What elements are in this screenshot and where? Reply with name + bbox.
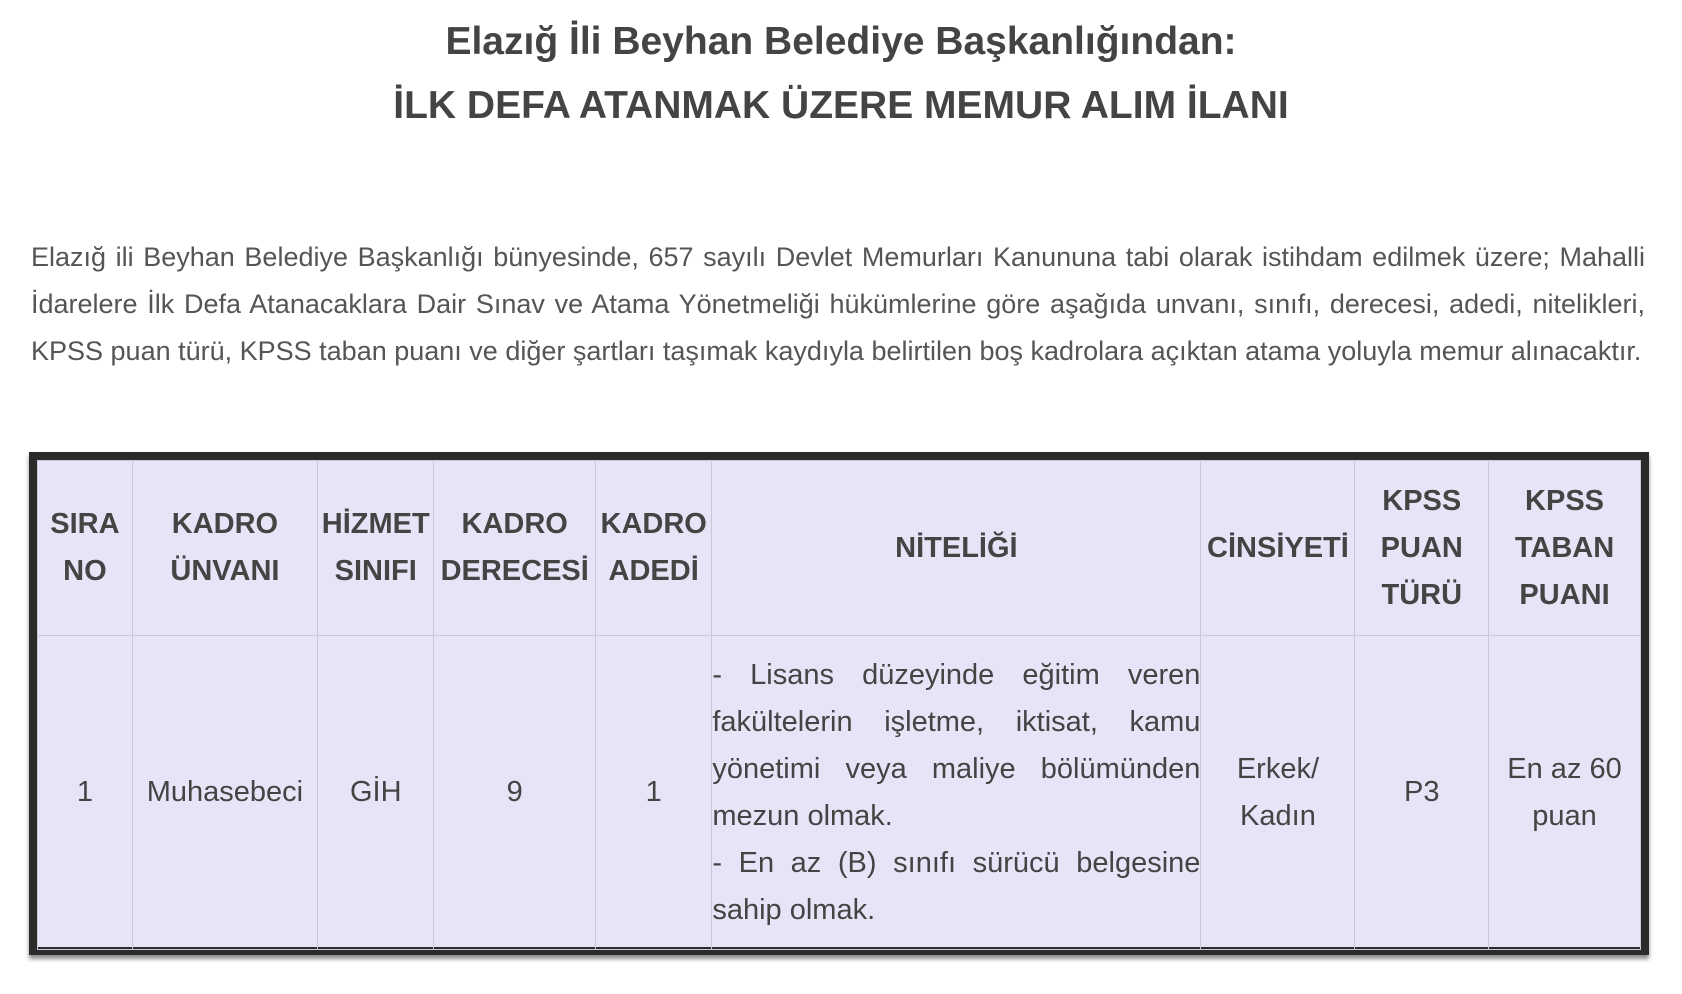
intro-paragraph: Elazığ ili Beyhan Belediye Başkanlığı bünyesinde, 657 sayılı Devlet Memurları Kanununa tabi olarak istihdam edilmek üzere; Mahalli İdarelere İlk Defa Atanacaklara Dair Sınav ve Atama Yönetmeliği hükümlerine göre aşağıda unvanı, sınıfı, derecesi, adedi, nitelikleri, KPSS puan türü, KPSS taban puanı ve diğer şartları taşımak kaydıyla belirtilen boş kadrolara açıktan atama yoluyla memur alınacaktır. xyxy=(31,242,1645,366)
cell-niteligi xyxy=(712,636,1201,950)
positions-table xyxy=(37,460,1641,950)
header-cinsiyeti: CİNSİYETİ xyxy=(1201,461,1355,636)
table-header-row xyxy=(38,461,1641,636)
cell-kpss-taban-puani: En az 60 puan xyxy=(1489,636,1641,950)
header-sira-no: SIRA NO xyxy=(38,461,133,636)
cell-kpss-puan-turu: P3 xyxy=(1355,636,1489,950)
header-kpss-taban-puani: KPSS TABAN PUANI xyxy=(1489,461,1641,636)
positions-table-container xyxy=(29,452,1649,955)
cell-cinsiyeti: Erkek/ Kadın xyxy=(1201,636,1355,950)
header-niteligi: NİTELİĞİ xyxy=(712,461,1201,636)
header-kadro-derecesi: KADRO DERECESİ xyxy=(434,461,596,636)
cell-hizmet-sinifi: GİH xyxy=(318,636,434,950)
header-kadro-adedi: KADRO ADEDİ xyxy=(596,461,712,636)
niteligi-item-education: - Lisans düzeyinde eğitim veren fakültelerin işletme, iktisat, kamu yönetimi veya maliye bölümünden mezun olmak. xyxy=(712,658,1201,832)
cell-kadro-adedi: 1 xyxy=(596,636,712,950)
header-hizmet-sinifi: HİZMET SINIFI xyxy=(318,461,434,636)
announcement-title: Elazığ İli Beyhan Belediye Başkanlığından: xyxy=(445,20,1237,63)
cell-kadro-unvani: Muhasebeci xyxy=(132,636,317,950)
header-kpss-puan-turu: KPSS PUAN TÜRÜ xyxy=(1355,461,1489,636)
niteligi-item-license: - En az (B) sınıfı sürücü belgesine sahip olmak. xyxy=(712,846,1201,926)
cell-sira-no: 1 xyxy=(38,636,133,950)
cell-kadro-derecesi: 9 xyxy=(434,636,596,950)
table-row xyxy=(38,636,1641,950)
announcement-subtitle: İLK DEFA ATANMAK ÜZERE MEMUR ALIM İLANI xyxy=(393,84,1289,127)
header-kadro-unvani: KADRO ÜNVANI xyxy=(132,461,317,636)
